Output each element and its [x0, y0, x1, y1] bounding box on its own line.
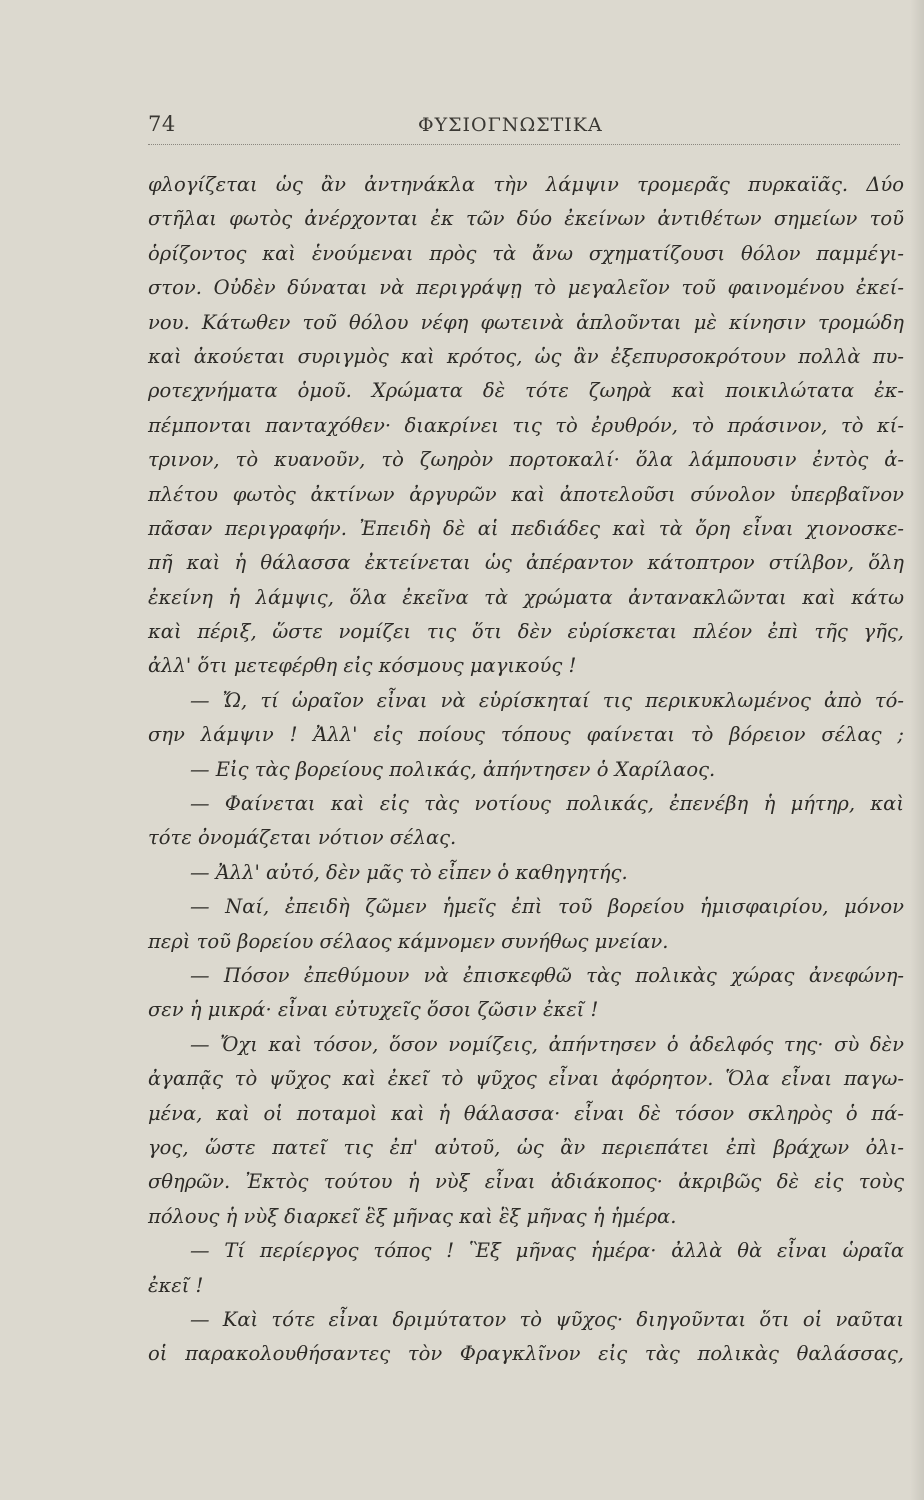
- page-number: 74: [148, 112, 176, 136]
- text-line: καὶ ἀκούεται συριγμὸς καὶ κρότος, ὡς ἂν ἐξεπυρσοκρότουν πολλὰ πυ-: [148, 344, 904, 368]
- text-line: γος, ὥστε πατεῖ τις ἐπ' αὐτοῦ, ὡς ἂν περιεπάτει ἐπὶ βράχων ὀλι-: [148, 1135, 904, 1159]
- dialogue-line: — Τί περίεργος τόπος ! Ἓξ μῆνας ἡμέρα· ἀλλὰ θὰ εἶναι ὡραῖα: [190, 1239, 904, 1263]
- text-line: πέμπονται πανταχόθεν· διακρίνει τις τὸ ἐρυθρόν, τὸ πράσινον, τὸ κί-: [148, 413, 904, 437]
- text-line: πᾶσαν περιγραφήν. Ἐπειδὴ δὲ αἱ πεδιάδες καὶ τὰ ὄρη εἶναι χιονοσκε-: [148, 516, 904, 540]
- text-line: τότε ὀνομάζεται νότιον σέλας.: [148, 826, 457, 850]
- text-line: σθηρῶν. Ἐκτὸς τούτου ἡ νὺξ εἶναι ἀδιάκοπος· ἀκριβῶς δὲ εἰς τοὺς: [148, 1170, 904, 1194]
- text-line: ἀλλ' ὅτι μετεφέρθη εἰς κόσμους μαγικούς !: [148, 654, 577, 678]
- text-line: φλογίζεται ὡς ἂν ἀντηνάκλα τὴν λάμψιν τρομερᾶς πυρκαϊᾶς. Δύο: [148, 173, 904, 196]
- dialogue-line: — Ὄχι καὶ τόσον, ὅσον νομίζεις, ἀπήντησεν ὁ ἀδελφός της· σὺ δὲν: [190, 1032, 904, 1056]
- text-line: σεν ἡ μικρά· εἶναι εὐτυχεῖς ὅσοι ζῶσιν ἐκεῖ !: [148, 998, 599, 1022]
- text-line: τρινον, τὸ κυανοῦν, τὸ ζωηρὸν πορτοκαλί· ὅλα λάμπουσιν ἐντὸς ἀ-: [148, 448, 904, 472]
- dialogue-line: — Εἰς τὰς βορείους πολικάς, ἀπήντησεν ὁ Χαρίλαος.: [190, 757, 716, 781]
- text-line: στῆλαι φωτὸς ἀνέρχονται ἐκ τῶν δύο ἐκείνων ἀντιθέτων σημείων τοῦ: [148, 207, 904, 231]
- dialogue-line: — Ἀλλ' αὐτό, δὲν μᾶς τὸ εἶπεν ὁ καθηγητής.: [190, 860, 628, 884]
- text-line: ὁρίζοντος καὶ ἑνούμεναι πρὸς τὰ ἄνω σχηματίζουσι θόλον παμμέγι-: [148, 241, 904, 265]
- body-text: [148, 168, 904, 1372]
- text-line: πῆ καὶ ἡ θάλασσα ἐκτείνεται ὡς ἀπέραντον κάτοπτρον στίλβον, ὅλη: [148, 551, 904, 575]
- text-line: νου. Κάτωθεν τοῦ θόλου νέφη φωτεινὰ ἁπλοῦνται μὲ κίνησιν τρομώδη: [148, 310, 904, 334]
- text-line: ροτεχνήματα ὁμοῦ. Χρώματα δὲ τότε ζωηρὰ καὶ ποικιλώτατα ἐκ-: [148, 379, 904, 403]
- text-line: ἐκεῖ !: [148, 1273, 204, 1297]
- text-line: περὶ τοῦ βορείου σέλαος κάμνομεν συνήθως μνείαν.: [148, 929, 669, 953]
- dialogue-line: — Ὤ, τί ὡραῖον εἶναι νὰ εὑρίσκηταί τις περικυκλωμένος ἀπὸ τό-: [190, 688, 904, 712]
- text-line: σην λάμψιν ! Ἀλλ' εἰς ποίους τόπους φαίνεται τὸ βόρειον σέλας ;: [148, 723, 904, 747]
- dialogue-line: — Καὶ τότε εἶναι δριμύτατον τὸ ψῦχος· διηγοῦνται ὅτι οἱ ναῦται: [190, 1307, 904, 1331]
- text-line: ἀγαπᾷς τὸ ψῦχος καὶ ἐκεῖ τὸ ψῦχος εἶναι ἀφόρητον. Ὅλα εἶναι παγω-: [148, 1067, 904, 1091]
- text-line: οἱ παρακολουθήσαντες τὸν Φραγκλῖνον εἰς τὰς πολικὰς θαλάσσας,: [148, 1342, 904, 1366]
- dialogue-line: — Πόσον ἐπεθύμουν νὰ ἐπισκεφθῶ τὰς πολικὰς χώρας ἀνεφώνη-: [190, 963, 904, 987]
- dialogue-line: — Ναί, ἐπειδὴ ζῶμεν ἡμεῖς ἐπὶ τοῦ βορείου ἡμισφαιρίου, μόνον: [190, 895, 904, 919]
- text-line: καὶ πέριξ, ὥστε νομίζει τις ὅτι δὲν εὑρίσκεται πλέον ἐπὶ τῆς γῆς,: [148, 620, 904, 644]
- text-line: μένα, καὶ οἱ ποταμοὶ καὶ ἡ θάλασσα· εἶναι δὲ τόσον σκληρὸς ὁ πά-: [148, 1101, 904, 1125]
- page-header: [148, 108, 900, 145]
- text-line: πόλους ἡ νὺξ διαρκεῖ ἓξ μῆνας καὶ ἓξ μῆνας ἡ ἡμέρα.: [148, 1204, 677, 1228]
- text-line: ἐκείνη ἡ λάμψις, ὅλα ἐκεῖνα τὰ χρώματα ἀντανακλῶνται καὶ κάτω: [148, 585, 904, 609]
- dialogue-line: — Φαίνεται καὶ εἰς τὰς νοτίους πολικάς, ἐπενέβη ἡ μήτηρ, καὶ: [190, 792, 904, 816]
- text-line: στον. Οὐδὲν δύναται νὰ περιγράψῃ τὸ μεγαλεῖον τοῦ φαινομένου ἐκεί-: [148, 276, 904, 300]
- text-line: πλέτου φωτὸς ἀκτίνων ἀργυρῶν καὶ ἀποτελοῦσι σύνολον ὑπερβαῖνον: [148, 482, 904, 506]
- running-title: ΦΥΣΙΟΓΝΩΣΤΙΚΑ: [418, 114, 603, 136]
- page-edge-shadow: [910, 0, 924, 1500]
